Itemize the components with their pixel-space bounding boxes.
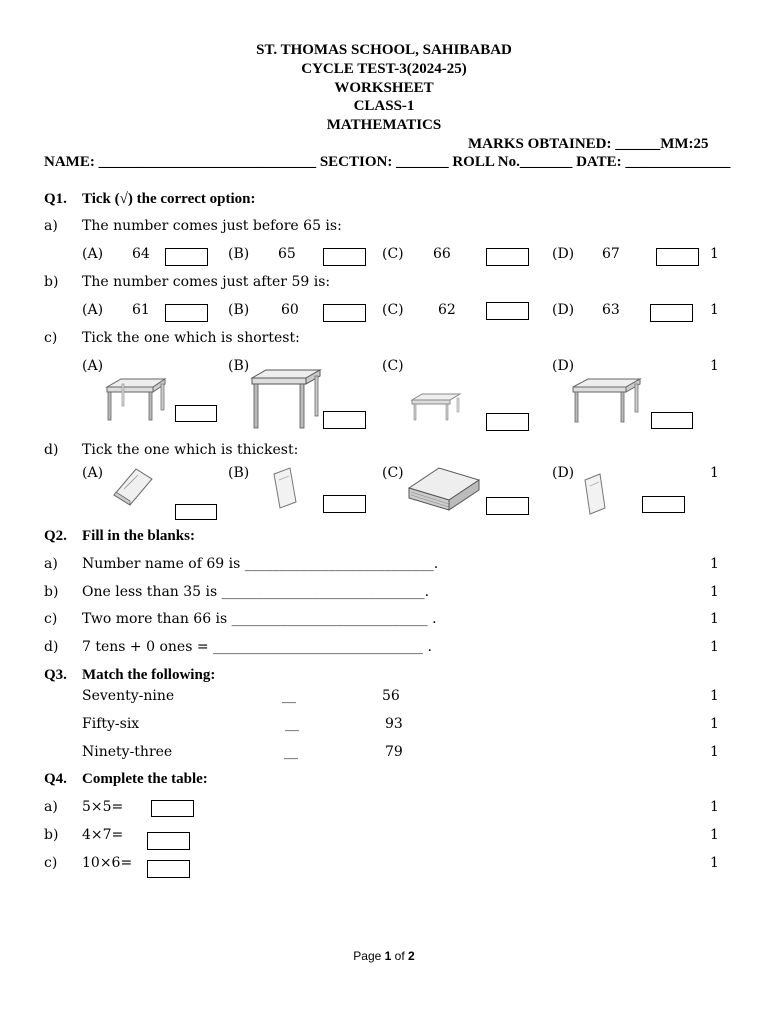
q4c-marks: 1: [710, 855, 719, 871]
q4a-answer-box[interactable]: [151, 800, 194, 817]
q1a-option-a-label: (A): [82, 246, 104, 262]
student-info-line: NAME: _____________________________ SECTION: _______ ROLL No._______ DATE: ______________: [44, 154, 731, 170]
q1d-option-d-checkbox[interactable]: [642, 496, 685, 513]
q1c-option-d-label: (D): [552, 358, 575, 374]
q1b-option-c-checkbox[interactable]: [486, 302, 529, 320]
q1-number: Q1.: [44, 191, 67, 207]
worksheet-title: WORKSHEET: [334, 80, 434, 96]
q1a-option-a-value: 64: [132, 246, 150, 262]
q4-number: Q4.: [44, 771, 67, 787]
q2d-letter: d): [44, 639, 59, 655]
q2d-marks: 1: [710, 639, 719, 655]
q1c-option-c-label: (C): [382, 358, 404, 374]
q1a-option-c-checkbox[interactable]: [486, 248, 529, 266]
q4b-letter: b): [44, 827, 59, 843]
q3-row1-dash: __: [282, 688, 296, 704]
book-thick-picture-c: [405, 464, 483, 512]
q1a-option-c-label: (C): [382, 246, 404, 262]
q1d-letter: d): [44, 442, 59, 458]
q2-title: Fill in the blanks:: [82, 528, 195, 544]
q3-row3-marks: 1: [710, 744, 719, 760]
q1b-option-c-label: (C): [382, 302, 404, 318]
q3-row1-marks: 1: [710, 688, 719, 704]
q1b-question: The number comes just after 59 is:: [82, 274, 331, 290]
q4b-answer-box[interactable]: [147, 832, 190, 850]
q1b-marks: 1: [710, 302, 719, 318]
q1b-option-b-label: (B): [228, 302, 250, 318]
q1c-option-a-checkbox[interactable]: [175, 405, 217, 422]
q4c-answer-box[interactable]: [147, 860, 190, 878]
q2c-letter: c): [44, 611, 58, 627]
q2a-marks: 1: [710, 556, 719, 572]
table-medium-picture-d: [570, 375, 642, 425]
q1d-option-b-checkbox[interactable]: [323, 495, 366, 513]
q2d-text: 7 tens + 0 ones = ______________________________ .: [82, 639, 432, 655]
q1c-question: Tick the one which is shortest:: [82, 330, 300, 346]
q1c-option-b-label: (B): [228, 358, 250, 374]
q4b-text: 4×7=: [82, 827, 124, 843]
book-medium-picture-a: [110, 465, 156, 507]
page-prefix: Page: [353, 949, 385, 963]
table-medium-picture-a: [103, 375, 169, 423]
q2c-text: Two more than 66 is ____________________________ .: [82, 611, 437, 627]
page-of: of: [391, 949, 409, 963]
q1c-option-c-checkbox[interactable]: [486, 413, 529, 431]
q2b-text: One less than 35 is _____________________________.: [82, 584, 430, 600]
q4a-text: 5×5=: [82, 799, 124, 815]
q3-row2-right: 93: [385, 716, 403, 732]
q1b-option-d-checkbox[interactable]: [650, 304, 693, 322]
q1a-option-b-label: (B): [228, 246, 250, 262]
q1d-question: Tick the one which is thickest:: [82, 442, 299, 458]
q1d-marks: 1: [710, 465, 719, 481]
q3-row1-left: Seventy-nine: [82, 688, 175, 704]
q1b-option-a-checkbox[interactable]: [165, 304, 208, 322]
q1a-option-b-value: 65: [278, 246, 296, 262]
q1a-question: The number comes just before 65 is:: [82, 218, 342, 234]
q4b-marks: 1: [710, 827, 719, 843]
q2b-marks: 1: [710, 584, 719, 600]
table-tall-picture-b: [250, 368, 322, 430]
q1d-option-a-checkbox[interactable]: [175, 504, 217, 520]
q1b-option-a-value: 61: [132, 302, 150, 318]
q1b-option-c-value: 62: [438, 302, 456, 318]
q1a-option-d-label: (D): [552, 246, 575, 262]
q3-row3-dash: __: [284, 744, 298, 760]
q3-row2-left: Fifty-six: [82, 716, 140, 732]
q1a-option-d-checkbox[interactable]: [656, 248, 699, 266]
q1c-letter: c): [44, 330, 58, 346]
q3-row3-left: Ninety-three: [82, 744, 173, 760]
q2b-letter: b): [44, 584, 59, 600]
page-indicator: [0, 949, 768, 963]
q2a-letter: a): [44, 556, 58, 572]
marks-obtained: MARKS OBTAINED: ______MM:25: [468, 136, 709, 152]
q4a-letter: a): [44, 799, 58, 815]
q1b-option-b-value: 60: [281, 302, 299, 318]
q1a-marks: 1: [710, 246, 719, 262]
q2c-marks: 1: [710, 611, 719, 627]
q1c-option-d-checkbox[interactable]: [651, 412, 693, 429]
q3-row1-right: 56: [382, 688, 400, 704]
q1d-option-a-label: (A): [82, 465, 104, 481]
q1a-option-b-checkbox[interactable]: [323, 248, 366, 266]
page-total: 2: [408, 949, 415, 963]
q1-title: Tick (√) the correct option:: [82, 191, 256, 207]
q3-row2-marks: 1: [710, 716, 719, 732]
q3-row3-right: 79: [385, 744, 403, 760]
q1c-marks: 1: [710, 358, 719, 374]
q1d-option-c-label: (C): [382, 465, 404, 481]
q3-number: Q3.: [44, 667, 67, 683]
q2-number: Q2.: [44, 528, 67, 544]
q1b-option-b-checkbox[interactable]: [323, 304, 366, 322]
q4c-letter: c): [44, 855, 58, 871]
cycle-test-title: CYCLE TEST-3(2024-25): [301, 61, 467, 77]
q1d-option-d-label: (D): [552, 465, 575, 481]
q4c-text: 10×6=: [82, 855, 133, 871]
class-title: CLASS-1: [353, 98, 415, 114]
q1a-option-c-value: 66: [433, 246, 451, 262]
page-number: 1: [384, 949, 392, 963]
q2a-text: Number name of 69 is ___________________________.: [82, 556, 439, 572]
q1b-option-a-label: (A): [82, 302, 104, 318]
q4-title: Complete the table:: [82, 771, 208, 787]
q4a-marks: 1: [710, 799, 719, 815]
q3-title: Match the following:: [82, 667, 216, 683]
q1a-letter: a): [44, 218, 58, 234]
q1b-option-d-value: 63: [602, 302, 620, 318]
q3-row2-dash: __: [285, 716, 299, 732]
q1c-option-a-label: (A): [82, 358, 104, 374]
school-name: ST. THOMAS SCHOOL, SAHIBABAD: [256, 42, 512, 58]
q1d-option-c-checkbox[interactable]: [486, 497, 529, 515]
book-thin-picture-b: [270, 466, 300, 510]
q1a-option-a-checkbox[interactable]: [165, 248, 208, 266]
subject-title: MATHEMATICS: [326, 117, 442, 133]
q1d-option-b-label: (B): [228, 465, 250, 481]
book-thin-picture-d: [582, 472, 608, 516]
q1b-letter: b): [44, 274, 59, 290]
q1c-option-b-checkbox[interactable]: [323, 411, 366, 429]
table-small-picture-c: [410, 392, 462, 422]
q1a-option-d-value: 67: [602, 246, 620, 262]
q1b-option-d-label: (D): [552, 302, 575, 318]
